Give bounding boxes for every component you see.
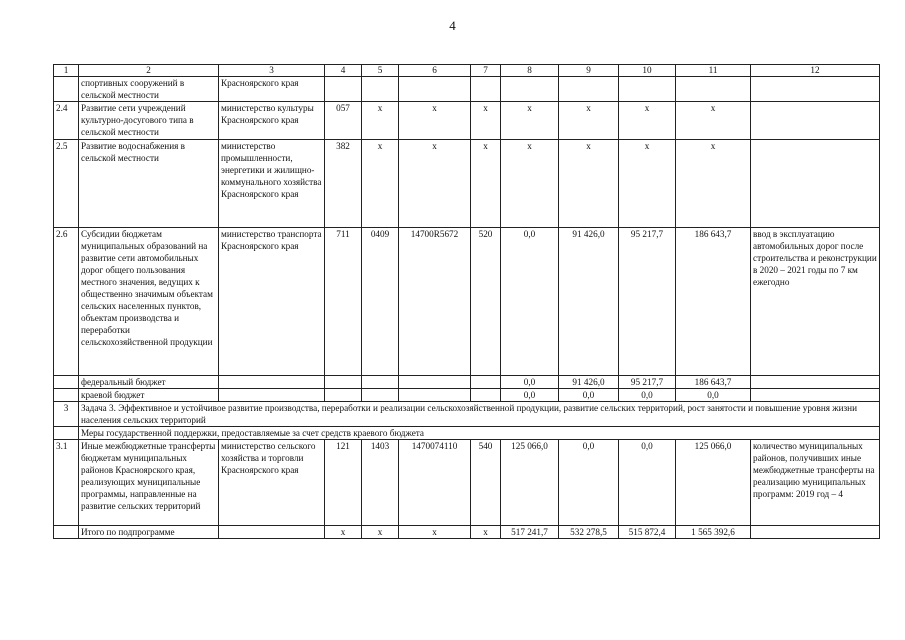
cell-c11: 186 643,7 <box>676 228 751 376</box>
cell-c11: х <box>676 102 751 140</box>
cell-num: 2.5 <box>54 140 79 228</box>
cell-c10: х <box>619 102 676 140</box>
cell-c7: х <box>471 526 501 539</box>
cell-c4: 057 <box>325 102 362 140</box>
table-row-2-4 <box>54 102 880 140</box>
cell-c8: 0,0 <box>501 228 559 376</box>
cell-c10: 0,0 <box>619 440 676 526</box>
cell-c11: 186 643,7 <box>676 376 751 389</box>
header-cell-12: 12 <box>751 65 880 77</box>
cell-c9: 91 426,0 <box>559 376 619 389</box>
cell-executor: министерство сельского хозяйства и торговли Красноярского края <box>219 440 325 526</box>
table-row-support-measures <box>54 427 880 440</box>
header-cell-1: 1 <box>54 65 79 77</box>
cell-name: Развитие водоснабжения в сельской местности <box>79 140 219 228</box>
header-cell-7: 7 <box>471 65 501 77</box>
cell-name: Иные межбюджетные трансферты бюджетам муниципальных районов Красноярского края, реализующих муниципальные программы, направленные на развитие сельских территорий <box>79 440 219 526</box>
cell-c10: 0,0 <box>619 389 676 402</box>
table-row-federal-budget <box>54 376 880 389</box>
cell-name: спортивных сооружений в сельской местности <box>79 77 219 102</box>
table-row-continuation <box>54 77 880 102</box>
cell-c10: х <box>619 140 676 228</box>
cell-c10: 515 872,4 <box>619 526 676 539</box>
cell-c9: х <box>559 140 619 228</box>
cell-result: количество муниципальных районов, получивших иные межбюджетные трансферты на реализацию муниципальных программ: 2019 год – 4 <box>751 440 880 526</box>
cell-c5: 0409 <box>362 228 399 376</box>
cell-label: Итого по подпрограмме <box>79 526 219 539</box>
cell-executor: министерство промышленности, энергетики и жилищно-коммунального хозяйства Красноярского края <box>219 140 325 228</box>
cell-c4: 711 <box>325 228 362 376</box>
cell-label: краевой бюджет <box>79 389 219 402</box>
cell-c5: х <box>362 140 399 228</box>
cell-c8: х <box>501 140 559 228</box>
table-row-3-1 <box>54 440 880 526</box>
cell-num: 2.4 <box>54 102 79 140</box>
cell-c7: 540 <box>471 440 501 526</box>
cell-label: федеральный бюджет <box>79 376 219 389</box>
header-cell-8: 8 <box>501 65 559 77</box>
cell-result: ввод в эксплуатацию автомобильных дорог после строительства и реконструкции в 2020 – 2021 годы по 7 км ежегодно <box>751 228 880 376</box>
cell-c8: х <box>501 102 559 140</box>
cell-c11: 1 565 392,6 <box>676 526 751 539</box>
cell-num: 3.1 <box>54 440 79 526</box>
cell-num: 2.6 <box>54 228 79 376</box>
cell-executor: Красноярского края <box>219 77 325 102</box>
table-row-regional-budget <box>54 389 880 402</box>
cell-executor: министерство транспорта Красноярского края <box>219 228 325 376</box>
cell-c9: 532 278,5 <box>559 526 619 539</box>
cell-c6: х <box>399 526 471 539</box>
cell-c7: х <box>471 140 501 228</box>
cell-c10: 95 217,7 <box>619 228 676 376</box>
table-row-total <box>54 526 880 539</box>
cell-c5: х <box>362 102 399 140</box>
header-cell-4: 4 <box>325 65 362 77</box>
cell-c6: 14700R5672 <box>399 228 471 376</box>
cell-c4: 121 <box>325 440 362 526</box>
table-row-task-3 <box>54 402 880 427</box>
cell-c8: 0,0 <box>501 389 559 402</box>
header-row <box>54 65 880 77</box>
cell-c11: 0,0 <box>676 389 751 402</box>
header-cell-9: 9 <box>559 65 619 77</box>
cell-c9: 91 426,0 <box>559 228 619 376</box>
header-cell-11: 11 <box>676 65 751 77</box>
cell-c6: х <box>399 102 471 140</box>
cell-c5: х <box>362 526 399 539</box>
cell-c8: 517 241,7 <box>501 526 559 539</box>
cell-c6: 1470074110 <box>399 440 471 526</box>
support-heading: Меры государственной поддержки, предоставляемые за счет средств краевого бюджета <box>79 427 880 440</box>
header-cell-5: 5 <box>362 65 399 77</box>
cell-c5: 1403 <box>362 440 399 526</box>
table-row-2-5 <box>54 140 880 228</box>
cell-executor: министерство культуры Красноярского края <box>219 102 325 140</box>
table-row-2-6 <box>54 228 880 376</box>
cell-c7: х <box>471 102 501 140</box>
task-heading: Задача 3. Эффективное и устойчивое развитие производства, переработки и реализации сельскохозяйственной продукции, развитие сельских территорий, рост занятости и повышение уровня жизни населения сельских территорий <box>79 402 880 427</box>
cell-name: Развитие сети учреждений культурно-досугового типа в сельской местности <box>79 102 219 140</box>
cell-c9: 0,0 <box>559 440 619 526</box>
header-cell-6: 6 <box>399 65 471 77</box>
header-cell-10: 10 <box>619 65 676 77</box>
cell-c9: 0,0 <box>559 389 619 402</box>
cell-c11: х <box>676 140 751 228</box>
cell-c9: х <box>559 102 619 140</box>
cell-c7: 520 <box>471 228 501 376</box>
cell-c4: 382 <box>325 140 362 228</box>
cell-c8: 125 066,0 <box>501 440 559 526</box>
cell-name: Субсидии бюджетам муниципальных образований на развитие сети автомобильных дорог общего пользования местного значения, ведущих к общественно значимым объектам сельских населенных пунктов, объектам производства и переработки сельскохозяйственной продукции <box>79 228 219 376</box>
cell-c6: х <box>399 140 471 228</box>
cell-c4: х <box>325 526 362 539</box>
cell-c11: 125 066,0 <box>676 440 751 526</box>
program-table <box>53 64 880 539</box>
header-cell-2: 2 <box>79 65 219 77</box>
cell-c8: 0,0 <box>501 376 559 389</box>
page-number: 4 <box>449 18 456 33</box>
cell-num: 3 <box>54 402 79 427</box>
cell-c10: 95 217,7 <box>619 376 676 389</box>
header-cell-3: 3 <box>219 65 325 77</box>
